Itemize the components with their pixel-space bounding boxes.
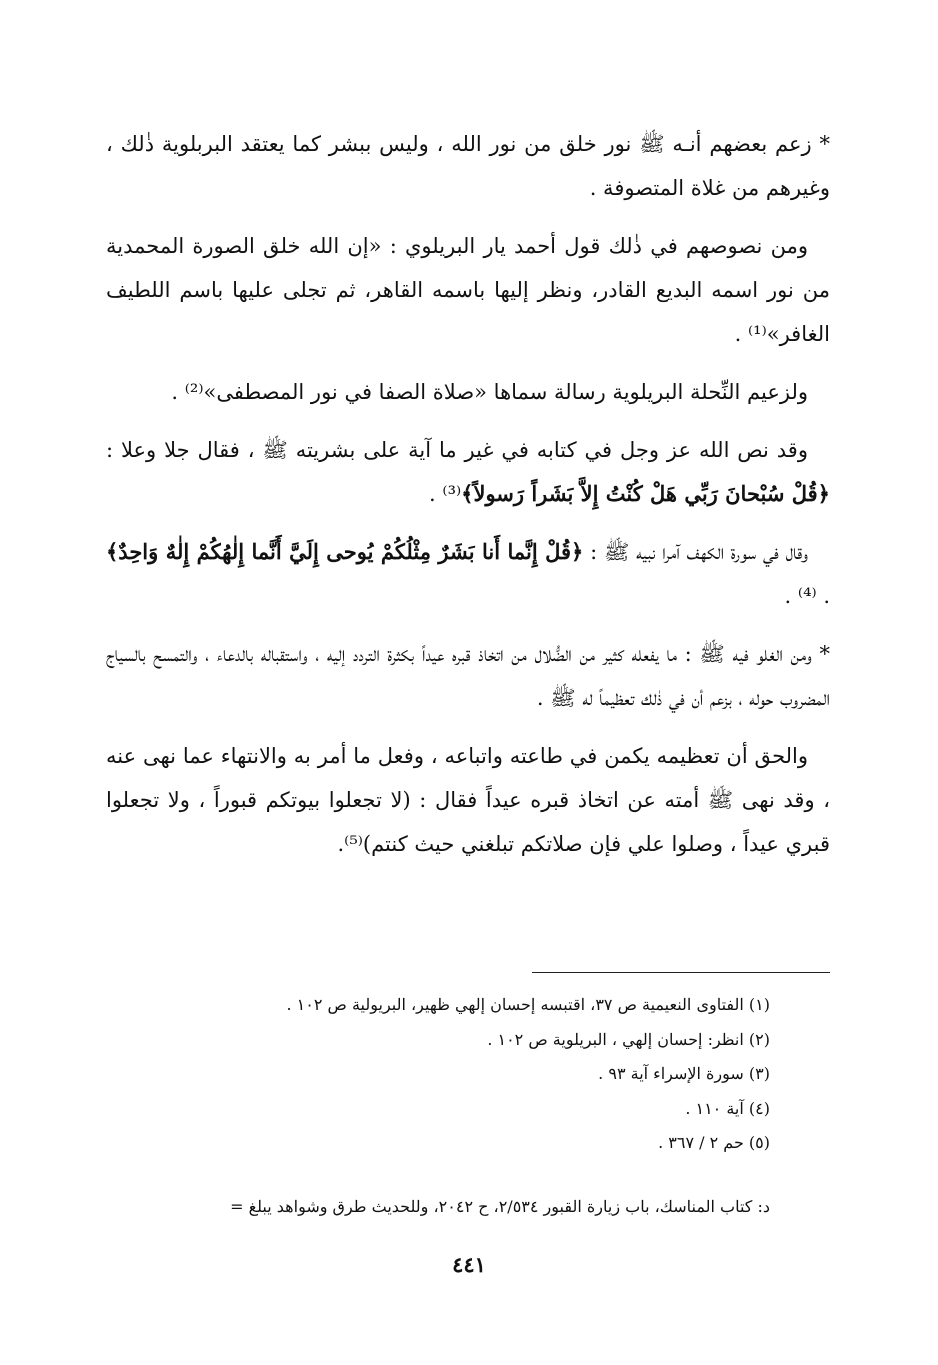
footnote-continuation: د: كتاب المناسك، باب زيارة القبور ٢/٥٣٤، ح ٢٠٤٢، وللحديث طرق وشواهد يبلغ = [230, 1197, 770, 1216]
paragraph-5-lead: وقال في سورة الكهف آمرا نبيه ﷺ : [583, 540, 809, 564]
main-text [106, 122, 830, 880]
footnote-1: (١) الفتاوى النعيمية ص ٣٧، اقتبسه إحسان إلهي ظهير، البريولية ص ١٠٢ . [286, 995, 770, 1014]
footnotes [80, 988, 770, 1161]
footnote-4: (٤) آية ١١٠ . [685, 1098, 770, 1118]
paragraph-5 [106, 530, 830, 618]
paragraph-4 [106, 428, 830, 516]
paragraph-7: والحق أن تعظيمه يكمن في طاعته واتباعه ، وفعل ما أمر به والانتهاء عما نهى عنه ، وقد نهى ﷺ أمته عن اتخاذ قبره عيداً فقال : (لا تجعلوا بيوتكم قبوراً ، ولا تجعلوا قبري عيداً ، وصلوا علي فإن صلاتكم تبلغني حيث كنتم)⁽⁵⁾. [106, 744, 830, 856]
footnote-2: (٢) انظر: إحسان إلهي ، البريلوية ص ١٠٢ . [487, 1029, 770, 1049]
footnote-separator [532, 972, 830, 973]
paragraph-2: ومن نصوصهم في ذٰلك قول أحمد يار البريلوي : «إن الله خلق الصورة المحمدية من نور اسمه البديع القادر، ونظر إليها باسمه القاهر، ثم تجلى عليها باسم اللطيف الغافر»⁽¹⁾ . [106, 234, 830, 346]
paragraph-4-tail: ⁽³⁾ . [429, 482, 462, 506]
paragraph-6: * ومن الغلو فيه ﷺ : ما يفعله كثير من الضُّلال من اتخاذ قبره عيداً بكثرة التردد إليه ، واستقباله بالدعاء ، والتمسح بالسياج المضروب حوله ، بزعم أن في ذٰلك تعظيماً له ﷺ . [106, 642, 830, 710]
page-number: ٤٤١ [452, 1252, 486, 1277]
paragraph-1: * زعم بعضهم أنـه ﷺ نور خلق من نور الله ، وليس ببشر كما يعتقد البربلوية ذٰلك ، وغيرهم من غلاة المتصوفة . [106, 132, 830, 200]
footnote-3: (٣) سورة الإسراء آية ٩٣ . [598, 1064, 770, 1083]
quran-verse-isra-93: ﴿قُلْ سُبْحانَ رَبِّي هَلْ كُنْتُ إِلاَّ بَشَراً رَسولاً﴾ [461, 481, 830, 506]
paragraph-5-tail: . ⁽⁴⁾ . [784, 584, 830, 608]
footnote-5: (٥) حم ٢ / ٣٦٧ . [658, 1133, 770, 1152]
paragraph-4-lead: وقد نص الله عز وجل في كتابه في غير ما آية على بشريته ﷺ ، فقال جلا وعلا : [106, 438, 808, 462]
paragraph-3: ولزعيم النِّحلة البريلوية رسالة سماها «صلاة الصفا في نور المصطفى»⁽²⁾ . [171, 380, 808, 404]
quran-verse-kahf-110: ﴿قُلْ إِنَّما أَنا بَشَرٌ مِثْلُكُمْ يُوحى إِلَيَّ أَنَّما إِلٰهُكُمْ إِلٰهٌ وَاحِدٌ﴾ [106, 539, 584, 564]
